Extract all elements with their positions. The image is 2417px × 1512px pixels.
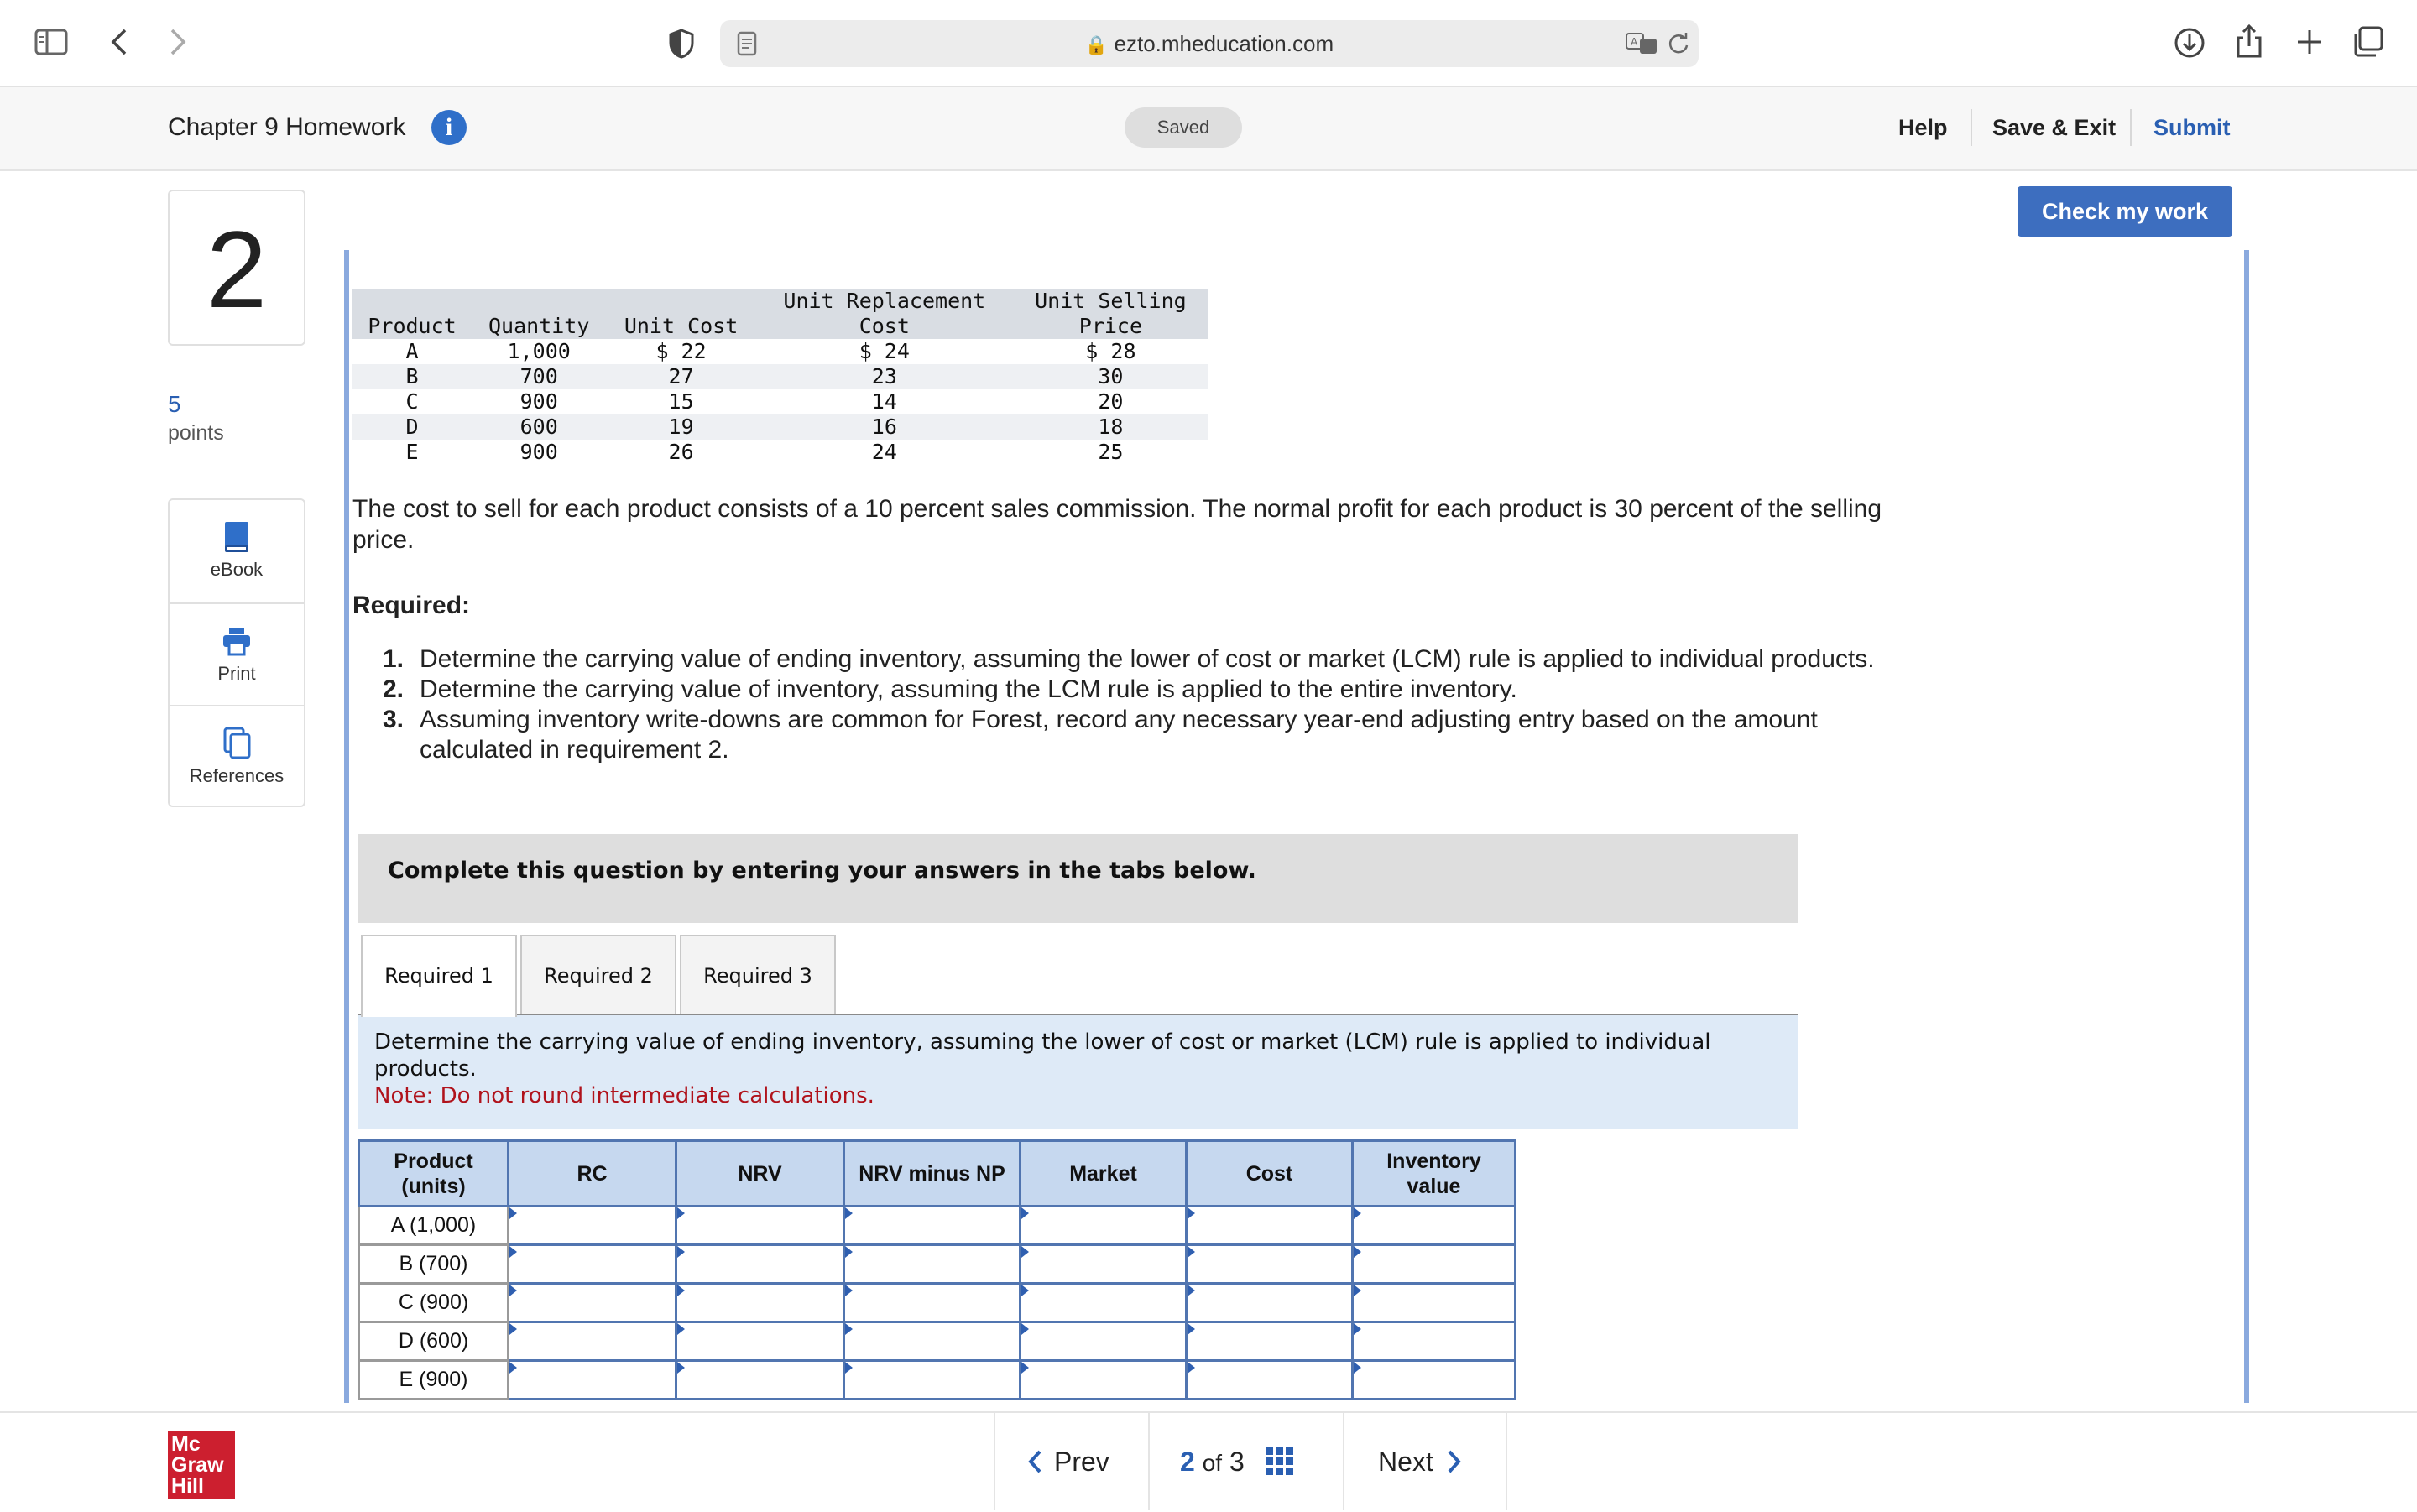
question-pager — [994, 1413, 1507, 1510]
answer-column-header: Cost — [1187, 1141, 1353, 1207]
tab-required-3[interactable]: Required 3 — [680, 935, 836, 1015]
share-icon[interactable] — [2232, 20, 2266, 62]
next-label: Next — [1378, 1447, 1433, 1477]
new-tab-icon[interactable] — [2291, 23, 2328, 60]
market-input[interactable] — [1021, 1207, 1187, 1245]
info-icon[interactable]: i — [431, 110, 467, 145]
nrv-input[interactable] — [676, 1322, 844, 1361]
references-icon — [222, 727, 252, 760]
header-divider — [2130, 109, 2132, 146]
market-input[interactable] — [1021, 1361, 1187, 1400]
answer-row — [359, 1361, 1516, 1400]
nrv-minus-np-input[interactable] — [844, 1322, 1021, 1361]
nrv-minus-np-input[interactable] — [844, 1284, 1021, 1322]
cost-input[interactable] — [1187, 1207, 1353, 1245]
inventory-value-input[interactable] — [1353, 1245, 1516, 1284]
assignment-title: Chapter 9 Homework — [168, 113, 406, 141]
print-button[interactable] — [170, 602, 304, 705]
nrv-minus-np-input[interactable] — [844, 1245, 1021, 1284]
table-cell: A — [405, 339, 419, 363]
print-label: Print — [217, 663, 256, 684]
references-label: References — [189, 765, 285, 786]
question-number: 2 — [168, 190, 305, 346]
rc-input[interactable] — [509, 1284, 676, 1322]
answer-column-header: Inventory value — [1353, 1141, 1516, 1207]
requirement-item — [379, 675, 1924, 705]
rounding-note: Note: Do not round intermediate calculations. — [374, 1083, 874, 1108]
tab-instruction — [374, 1029, 1784, 1109]
table-row — [352, 364, 1208, 389]
answer-column-header: Product (units) — [359, 1141, 509, 1207]
page-of-label: of — [1202, 1450, 1223, 1476]
inventory-value-input[interactable] — [1353, 1207, 1516, 1245]
table-cell: 23 — [756, 364, 1013, 389]
column-header: Unit Selling Price — [1013, 289, 1208, 339]
ebook-label: eBook — [210, 559, 264, 580]
table-row — [352, 440, 1208, 465]
tabs-instruction-text: Complete this question by entering your answers in the tabs below. — [388, 858, 1256, 884]
table-cell: 19 — [606, 414, 755, 440]
logo-text: Mc — [171, 1432, 201, 1456]
required-heading: Required: — [352, 592, 471, 619]
inventory-data-table — [352, 289, 1208, 465]
answer-row — [359, 1207, 1516, 1245]
table-cell: 600 — [472, 414, 606, 440]
points-label: points — [168, 421, 224, 445]
pager-divider — [1148, 1413, 1150, 1510]
requirement-item — [379, 644, 1924, 675]
answer-row-label: C (900) — [359, 1284, 509, 1322]
cost-input[interactable] — [1187, 1284, 1353, 1322]
total-pages: 3 — [1229, 1447, 1245, 1477]
answer-row — [359, 1284, 1516, 1322]
tab-overview-icon[interactable] — [2350, 23, 2387, 60]
answer-row-label: D (600) — [359, 1322, 509, 1361]
svg-text:A: A — [1631, 36, 1638, 48]
table-cell: B — [352, 364, 472, 389]
table-header-row — [352, 289, 1208, 339]
answer-column-header: NRV — [676, 1141, 844, 1207]
next-button[interactable] — [1378, 1413, 1462, 1510]
answer-column-header: NRV minus NP — [844, 1141, 1021, 1207]
table-cell: 14 — [871, 389, 897, 414]
table-cell: 16 — [756, 414, 1013, 440]
requirement-text: Determine the carrying value of ending inventory, assuming the lower of cost or market (LCM) rule is applied to individual products. — [420, 645, 1875, 673]
references-button[interactable] — [170, 705, 304, 807]
answer-row-label: A (1,000) — [359, 1207, 509, 1245]
table-cell: 900 — [519, 389, 558, 414]
table-cell: E — [405, 440, 419, 464]
save-exit-link[interactable]: Save & Exit — [1992, 115, 2117, 140]
table-cell: 26 — [668, 440, 694, 464]
table-cell: C — [405, 389, 419, 414]
table-cell: 1,000 — [507, 339, 571, 363]
rc-input[interactable] — [509, 1245, 676, 1284]
help-link[interactable]: Help — [1898, 115, 1948, 140]
table-cell: 18 — [1013, 414, 1208, 440]
column-header: Unit Replacement Cost — [756, 289, 1013, 339]
url-text: 🔒 ezto.mheducation.com — [1084, 31, 1334, 56]
answer-row — [359, 1322, 1516, 1361]
tab-required-2[interactable]: Required 2 — [520, 935, 676, 1015]
problem-paragraph: The cost to sell for each product consists of a 10 percent sales commission. The normal profit for each product is 30 percent of the selling price. — [352, 495, 1882, 554]
grid-icon — [1264, 1446, 1296, 1478]
answer-row-label: B (700) — [359, 1245, 509, 1284]
forward-icon[interactable] — [163, 23, 193, 60]
nrv-input[interactable] — [676, 1245, 844, 1284]
table-row — [352, 414, 1208, 440]
prev-label: Prev — [1054, 1447, 1109, 1477]
points-value: 5 — [168, 391, 181, 417]
mcgraw-hill-logo — [168, 1431, 235, 1499]
current-page: 2 — [1180, 1447, 1195, 1477]
nrv-input[interactable] — [676, 1284, 844, 1322]
table-cell: 15 — [668, 389, 694, 414]
tab-required-1[interactable]: Required 1 — [361, 935, 517, 1017]
table-cell: 30 — [1013, 364, 1208, 389]
requirement-item — [379, 705, 1924, 765]
answer-grid — [358, 1139, 1516, 1400]
answer-row-label: E (900) — [359, 1361, 509, 1400]
logo-text: Graw — [171, 1453, 224, 1477]
chevron-right-icon — [1445, 1449, 1462, 1474]
market-input[interactable] — [1021, 1322, 1187, 1361]
inventory-value-input[interactable] — [1353, 1361, 1516, 1400]
check-my-work-button[interactable]: Check my work — [2018, 186, 2232, 237]
table-cell: 900 — [519, 440, 558, 464]
translate-icon[interactable] — [1623, 29, 1660, 59]
rc-input[interactable] — [509, 1207, 676, 1245]
rc-input[interactable] — [509, 1322, 676, 1361]
answer-row — [359, 1245, 1516, 1284]
table-cell: $ 24 — [859, 339, 910, 363]
address-bar[interactable] — [720, 20, 1699, 67]
answer-column-header: RC — [509, 1141, 676, 1207]
column-header: Product — [352, 289, 472, 339]
saved-status-badge: Saved — [1125, 107, 1242, 148]
privacy-shield-icon[interactable] — [665, 25, 698, 62]
requirement-number: 1. — [383, 645, 405, 673]
instruction-text: Determine the carrying value of ending inventory, assuming the lower of cost or market (LCM) rule is applied to individual products. — [374, 1030, 1711, 1082]
submit-link[interactable]: Submit — [2153, 115, 2231, 140]
requirement-text: Determine the carrying value of inventory, assuming the LCM rule is applied to the entire inventory. — [420, 675, 1517, 703]
column-header: Quantity — [472, 289, 606, 339]
table-cell: D — [352, 414, 472, 440]
ebook-button[interactable] — [170, 500, 304, 602]
download-icon[interactable] — [2170, 23, 2209, 62]
nrv-input[interactable] — [676, 1361, 844, 1400]
requirement-text: Assuming inventory write-downs are common for Forest, record any necessary year-end adjusting entry based on the amount calculated in requirement 2. — [420, 706, 1818, 764]
lock-icon: 🔒 — [1084, 34, 1109, 55]
printer-icon — [222, 624, 252, 658]
inventory-value-input[interactable] — [1353, 1284, 1516, 1322]
market-input[interactable] — [1021, 1245, 1187, 1284]
requirement-number: 2. — [383, 675, 405, 703]
table-cell: 700 — [472, 364, 606, 389]
header-divider — [1971, 109, 1972, 146]
rc-input[interactable] — [509, 1361, 676, 1400]
answer-header-row — [359, 1141, 1516, 1207]
content-border-left — [344, 250, 349, 1403]
cost-input[interactable] — [1187, 1361, 1353, 1400]
page-indicator[interactable] — [1180, 1413, 1296, 1510]
table-cell: 24 — [871, 440, 897, 464]
cost-input[interactable] — [1187, 1245, 1353, 1284]
table-row — [352, 339, 1208, 364]
column-header: Unit Cost — [606, 289, 755, 339]
inventory-value-input[interactable] — [1353, 1322, 1516, 1361]
market-input[interactable] — [1021, 1284, 1187, 1322]
book-icon — [222, 520, 252, 554]
cost-input[interactable] — [1187, 1322, 1353, 1361]
nrv-input[interactable] — [676, 1207, 844, 1245]
logo-text: Hill — [171, 1474, 204, 1498]
back-icon[interactable] — [104, 23, 134, 60]
nrv-minus-np-input[interactable] — [844, 1207, 1021, 1245]
chevron-left-icon — [1027, 1449, 1044, 1474]
nrv-minus-np-input[interactable] — [844, 1361, 1021, 1400]
question-tools — [168, 498, 305, 807]
table-cell: $ 28 — [1085, 339, 1136, 363]
table-cell: 20 — [1098, 389, 1124, 414]
table-cell: $ 22 — [655, 339, 707, 363]
reload-icon[interactable] — [1665, 30, 1692, 57]
content-border-right — [2244, 250, 2249, 1403]
requirement-number: 3. — [383, 706, 405, 733]
requirements-list — [379, 644, 1924, 765]
table-cell: 27 — [606, 364, 755, 389]
answer-column-header: Market — [1021, 1141, 1187, 1207]
sidebar-toggle-icon[interactable] — [32, 25, 70, 59]
pager-divider — [1343, 1413, 1344, 1510]
table-row — [352, 389, 1208, 414]
prev-button[interactable] — [1027, 1413, 1109, 1510]
table-cell: 25 — [1098, 440, 1124, 464]
